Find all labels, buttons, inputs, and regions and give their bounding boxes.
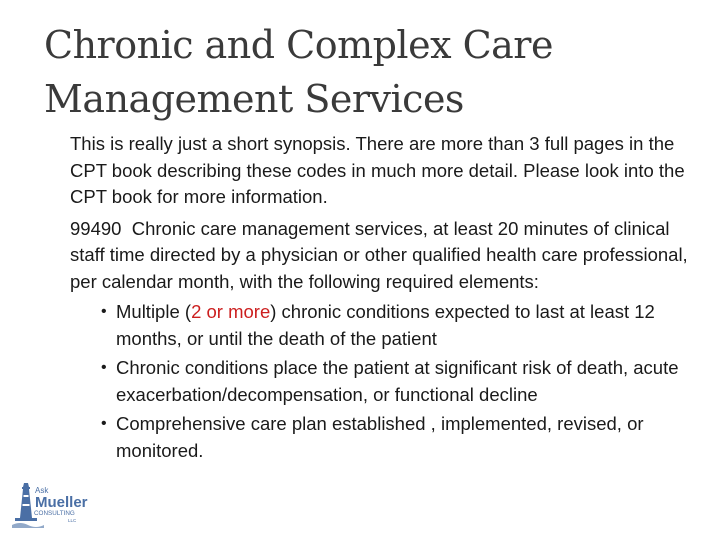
title-line-1: Chronic and Complex Care bbox=[44, 23, 553, 67]
requirements-list bbox=[70, 299, 700, 464]
title-line-2: Management Services bbox=[44, 77, 464, 121]
slide-body bbox=[70, 131, 700, 467]
bullet-text: Chronic conditions place the patient at significant risk of death, acute exacerbation/decompensation, or functional decline bbox=[116, 357, 679, 405]
bullet-text: Comprehensive care plan established , implemented, revised, or monitored. bbox=[116, 413, 644, 461]
logo-text-consulting: CONSULTING bbox=[34, 510, 75, 517]
code-description: Chronic care management services, at least 20 minutes of clinical staff time directed by a physician or other qualified health care professional, per calendar month, with the following required elements: bbox=[70, 217, 688, 292]
logo-text-ask: Ask bbox=[35, 486, 49, 495]
list-item bbox=[70, 411, 700, 464]
logo-text-llc: LLC bbox=[68, 518, 77, 523]
cpt-code: 99490 bbox=[70, 217, 122, 239]
bullet-glyph: • bbox=[101, 303, 107, 320]
bullet-highlight: 2 or more bbox=[191, 301, 271, 322]
list-item bbox=[70, 355, 700, 408]
code-paragraph bbox=[70, 216, 700, 296]
bullet-text-suffix: ) chronic conditions expected to last at least 12 months, or until the death of the patient bbox=[116, 301, 655, 349]
company-logo bbox=[12, 480, 90, 530]
slide-title bbox=[44, 18, 684, 126]
bullet-text-prefix: Multiple ( bbox=[116, 301, 192, 322]
intro-paragraph: This is really just a short synopsis. There are more than 3 full pages in the CPT book describing these codes in much more detail. Please look into the CPT book for more information. bbox=[70, 133, 685, 207]
bullet-glyph: • bbox=[101, 415, 107, 432]
logo-text-mueller: Mueller bbox=[35, 494, 88, 511]
list-item bbox=[70, 299, 700, 352]
bullet-glyph: • bbox=[101, 359, 107, 376]
